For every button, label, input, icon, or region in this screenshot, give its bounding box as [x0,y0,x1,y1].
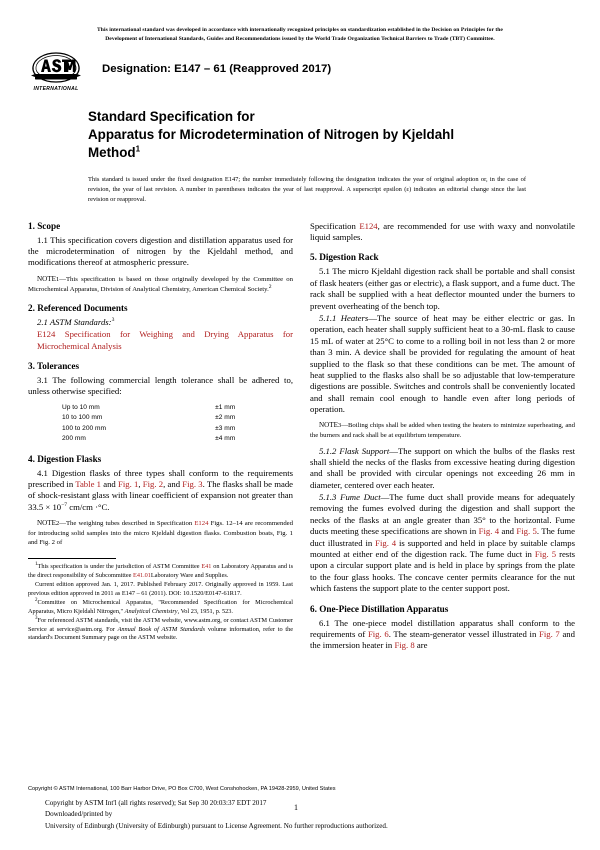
note-1 [28,275,293,294]
footnote-1-a: This specification is under the jurisdiction of ASTM Committee [37,563,202,571]
fume-duct-e: rests upon a circular support plate and is held in place by springs from the plate to the four glass hooks. The concave center permits clearance for the nut which fastens the support plate to the center support post. [310,549,575,594]
download-line-3: University of Edinburgh (University of Edinburgh) pursuant to License Agreement. No further reproductions authorized. [45,821,388,830]
designation-row [0,43,600,92]
note-2-text-b: Figs. 12–14 are recommended for introducing solid samples into the micro Kjeldahl digestion flasks. Combustion boats, Fig. 1 and Fig. 2 of [28,520,293,547]
committee-e41-link[interactable]: E41 [201,563,212,571]
title-line-3 [88,144,540,162]
table-1-link[interactable]: Table 1 [75,478,101,489]
tolerance-value: ±4 mm [215,435,236,443]
footnote-3-b: volume information, refer to the standard's Document Summary page on the ASTM website. [28,625,293,642]
footnote-3-a: For referenced ASTM standards, visit the ASTM website, www.astm.org, or contact ASTM Customer Service at service@astm.org. For [28,616,293,633]
section-4-paragraph [28,468,293,514]
note-1-footnote-marker: 2 [268,283,272,290]
tolerance-range: Up to 10 mm [62,403,100,411]
footnote-1-marker: 1 [35,562,38,568]
tolerance-value: ±1 mm [215,403,236,411]
left-column [28,221,293,652]
fig-1-link[interactable]: Fig. 1 [118,478,139,489]
tbt-statement [0,0,600,43]
reference-e124[interactable] [37,329,293,352]
title-footnote-marker: 1 [135,144,141,154]
footnote-2-journal: Analytical Chemistry [124,607,178,615]
s6-text-c: and the immersion heater in [310,629,575,651]
footnote-3-book: Annual Book of ASTM Standards [117,625,206,633]
tolerance-range: 200 mm [62,435,86,443]
s4-text-d: , and [163,478,183,489]
note-2 [28,519,293,547]
flask-support-text: —The support on which the bulbs of the flasks rest shall shield the necks of the flasks from excessive heating during digestion and shall be provided with circular openings not exceeding 26 mm in diameter, centered over each heater. [310,445,575,490]
fume-duct-b: and [499,526,517,537]
footnote-1-c: Laboratory Ware and Supplies. [150,572,229,580]
footnote-3 [28,617,293,644]
heaters-label: 5.1.1 Heaters [319,312,369,323]
document-title [0,92,600,161]
astm-standards-label: 2.1 ASTM Standards: [37,316,112,327]
footnote-1 [28,563,293,581]
issued-statement: This standard is issued under the fixed designation E147; the number immediately following the designation indicates the year of original adoption or, in the case of revision, the year of last revision. A number in parentheses indicates the year of last reapproval. A superscript epsilon (ε) indicates an editorial change since the last revision or reapproval. [88,176,526,203]
page-number: 1 [294,803,298,812]
fig-5-link-2[interactable]: Fig. 5 [534,549,557,560]
title-line-1: Standard Specification for [88,109,255,125]
fig-7-link[interactable]: Fig. 7 [538,629,560,639]
footnote-2-a: Committee on Microchemical Apparatus, "Recommended Specification for Microchemical Apparatus, Micro Kjeldahl Nitrogen," [28,598,293,615]
download-line-1: Copyright by ASTM Int'l (all rights reserved); Sat Sep 30 20:03:37 EDT 2017 [45,799,267,807]
download-line-2: Downloaded/printed by [45,810,113,819]
section-1-paragraph: 1.1 This specification covers digestion and distillation apparatus used for the microdetermination of nitrogen by the Kjeldahl method, and modifications thereof at atmospheric pressure. [28,234,293,268]
section-5-heading: 5. Digestion Rack [310,252,379,263]
fume-duct-d: is supported and held in place by suitable clamps mounted at either end of the digestion rack. The fume duct in [310,537,575,560]
subcommittee-e4101-link[interactable]: E41.01 [133,572,151,580]
fume-duct-a: —The fume duct shall provide means for adequately removing the fumes evolved during the digestion and shall support the necks of the flasks at an angle greater than 35° to the horizontal. Fume ducts meeting these specifications are shown in [310,492,575,537]
tolerance-value: ±3 mm [215,424,236,432]
title-line-2: Apparatus for Microdetermination of Nitrogen by Kjeldahl [88,127,455,142]
note-3-label: NOTE [319,421,338,430]
s6-text-b: . The steam-generator vessel illustrated in [388,629,539,639]
note-3 [310,421,575,440]
tolerance-range: 100 to 200 mm [62,424,106,432]
tolerance-value: ±2 mm [215,414,236,422]
reference-title-link[interactable]: Specification for Weighing and Drying Apparatus for Microchemical Analysis [37,329,293,351]
fig-8-link[interactable]: Fig. 8 [394,640,415,651]
table-row [62,413,270,423]
reference-code-link[interactable]: E124 [37,329,56,340]
s4-text-b: and [101,478,119,489]
s4-text-c: , [138,478,143,489]
cont-text-b: , are recommended for use with waxy and nonvolatile liquid samples. [310,220,575,242]
astm-logo-subtitle: INTERNATIONAL [33,86,79,93]
note-3-text: 3—Boiling chips shall be added when testing the heaters to minimize superheating, and the burners and rack shall be at equilibrium temperature. [310,422,575,440]
note-2-e124-link[interactable]: E124 [194,520,209,528]
fig-5-link[interactable]: Fig. 5 [516,526,537,537]
astm-logo [28,52,84,92]
section-1-heading: 1. Scope [28,220,61,231]
section-6-heading: 6. One-Piece Distillation Apparatus [310,603,449,614]
footnote-3-marker: 3 [35,615,38,621]
footnote-1-edition: Current edition approved Jan. 1, 2017. Published February 2017. Originally approved in 1959. Last previous edition approved in 2011 as E147 – 61 (2011). DOI: 10.1520/E0147-61R17. [28,581,293,598]
section-2-heading: 2. Referenced Documents [28,302,128,313]
section-4-heading: 4. Digestion Flasks [28,453,102,464]
fig-4-link-2[interactable]: Fig. 4 [375,537,397,548]
table-row [62,434,270,444]
table-row [62,424,270,434]
footnote-1-b: on Laboratory Apparatus and is the direct responsibility of Subcommittee [28,563,293,580]
flask-support-label: 5.1.2 Flask Support [319,445,390,456]
s4-text-f: cm/cm ·°C. [67,501,110,512]
fume-duct-label: 5.1.3 Fume Duct [319,492,381,503]
fig-2-link[interactable]: Fig. 2 [142,478,164,489]
footnote-2 [28,599,293,617]
copyright-notice: Copyright © ASTM International, 100 Barr Harbor Drive, PO Box C700, West Conshohocken, PA 19428-2959, United States [28,786,336,792]
right-column [310,221,575,652]
title-line-3-text: Method [88,144,136,160]
continued-paragraph [310,221,575,244]
heaters-text: —The source of heat may be either electric or gas. In operation, each heater shall supply sufficient heat to a 30-mL flask to cause 15 mL of water at 25°C to come to a rolling boil in not less than 2 or more than 3 min. A device shall be provided for regulating the amount of heat supplied to the flask so that these conditions can be met. The amount of heat supplied to the flasks also shall be so adjustable that low-temperature digestions are possible. Switches and controls shall be conveniently located and shall remain cool enough to handle even after long periods of operation. [310,312,575,415]
s6-text-a: 6.1 The one-piece model distillation apparatus shall conform to the requirements of [310,617,575,639]
footnote-divider [28,558,116,559]
section-5-1-2 [310,446,575,492]
section-5-1-3 [310,492,575,595]
tolerance-range: 10 to 100 mm [62,414,103,422]
footnote-2-marker: 2 [35,597,38,603]
section-5-1-1 [310,313,575,416]
section-3-heading: 3. Tolerances [28,361,80,372]
tbt-line-2: Development of International Standards, Guides and Recommendations issued by the World Trade Organization Technical Barriers to Trade (TBT) Committee. [105,35,495,42]
s4-text-e: . The flasks shall be made of shock-resistant glass with linear coefficient of expansion not greater than 33.5 × 10 [28,478,294,512]
section-5-paragraph: 5.1 The micro Kjeldahl digestion rack shall be portable and shall consist of flask heaters (either gas or electric), a flask support, and a fume duct. The rack shall be supplied with a heat deflector mounted under the burners to prevent overheating of the bench top. [310,266,575,311]
note-1-text: 1—This specification is based on those originally developed by the Committee on Microchemical Apparatus, Division of Analytical Chemistry, American Chemical Society. [28,275,293,293]
note-2-label: NOTE [37,519,56,528]
astm-logo-icon [29,52,83,86]
section-6-paragraph [310,618,575,652]
section-2-subheading [28,317,293,328]
tbt-line-1: This international standard was developed in accordance with internationally recognized principles on standardization established in the Decision on Principles for the [97,27,503,33]
fig-6-link[interactable]: Fig. 6 [367,629,389,639]
tolerance-table [62,403,270,445]
note-1-label: NOTE [37,274,56,283]
s6-text-d: are [414,640,428,651]
section-2-footnote-marker: 3 [111,316,115,323]
cont-text-a: Specification [310,220,360,231]
fig-4-link[interactable]: Fig. 4 [478,526,500,537]
table-row [62,403,270,413]
download-info [45,798,388,832]
designation-label: Designation: E147 – 61 (Reapproved 2017) [102,63,332,76]
cont-e124-link[interactable]: E124 [359,220,378,231]
body-columns [0,205,600,652]
note-2-text-a: 2—The weighing tubes described in Specification [55,520,195,528]
section-3-paragraph: 3.1 The following commercial length tolerance shall be adhered to, unless otherwise specified: [28,375,293,397]
fume-duct-c: . The fume duct illustrated in [310,526,575,548]
footnote-2-b: , Vol 23, 1951, p. 523. [177,607,233,615]
fig-3-link[interactable]: Fig. 3 [182,478,203,489]
s4-exponent: −7 [61,501,68,508]
s4-text-a: 4.1 Digestion flasks of three types shall conform to the requirements prescribed in [28,467,293,489]
